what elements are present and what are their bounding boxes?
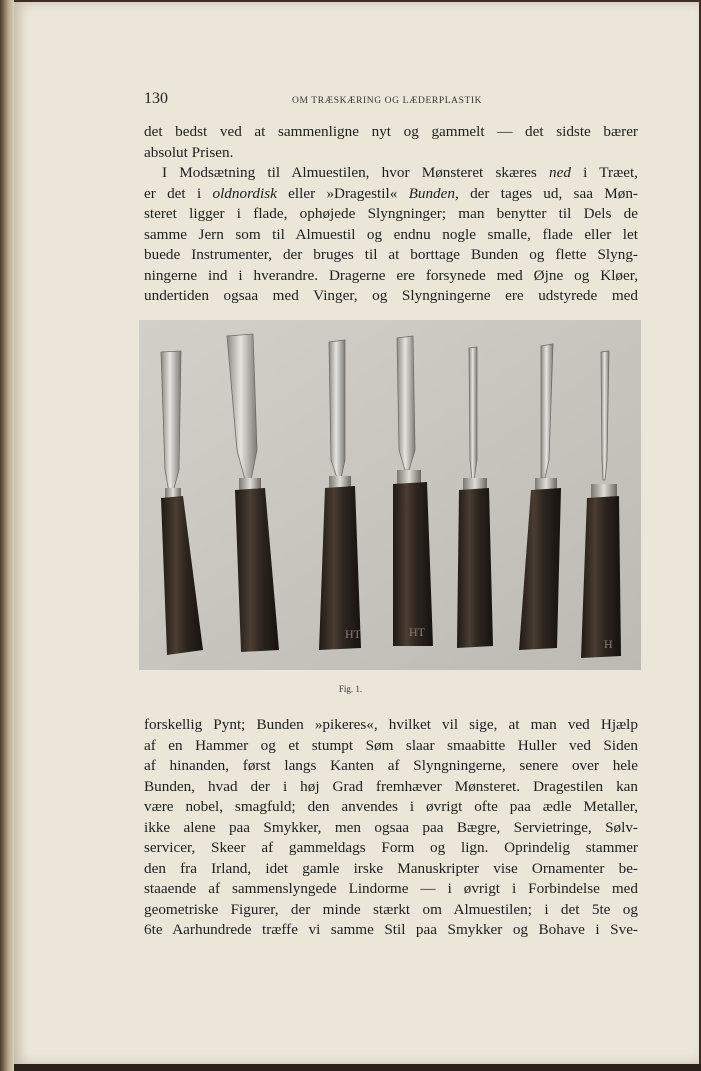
text-line: undertiden ogsaa med Vinger, og Slyngningerne ere udstyrede med bbox=[144, 287, 638, 304]
page-number: 130 bbox=[144, 90, 168, 107]
text-span: der tages ud, saa Møn- bbox=[458, 184, 638, 202]
text-line: buede Instrumenter, der bruges til at borttage Bunden og flette Slyng- bbox=[144, 246, 638, 263]
text-span: i Træet, bbox=[570, 164, 638, 181]
page-header bbox=[144, 90, 638, 110]
text-line: af hinanden, først langs Kanten af Slyngningerne, senere over hele bbox=[144, 757, 638, 774]
text-line: 6te Aarhundrede træffe vi samme Stil paa Smykker og Bohave i Sve- bbox=[144, 921, 638, 938]
text-line: steret ligger i flade, ophøjede Slyngninger; man benytter til Dels de bbox=[144, 205, 638, 222]
italic-span: ned bbox=[549, 164, 571, 181]
text-span: eller »Dragestil« bbox=[276, 184, 409, 202]
text-line: forskellig Pynt; Bunden »pikeres«, hvilket vil sige, at man ved Hjælp bbox=[144, 716, 638, 733]
text-line: ningerne ind i hverandre. Dragerne ere forsynede med Øjne og Kløer, bbox=[144, 266, 638, 284]
tool-mark: HT bbox=[345, 627, 361, 641]
italic-span: Bunden, bbox=[408, 184, 459, 202]
text-line: det bedst ved at sammenligne nyt og gammelt — det sidste bærer bbox=[144, 123, 638, 140]
text-line: samme Jern som til Almuestil og endnu nogle smalle, flade eller let bbox=[144, 225, 638, 243]
figure-caption: Fig. 1. bbox=[338, 684, 363, 694]
text-line: absolut Prisen. bbox=[144, 143, 234, 161]
text-line: af en Hammer og et stumpt Søm slaar smaabitte Huller ved Siden bbox=[144, 736, 638, 754]
page-bottom-edge bbox=[14, 1064, 701, 1071]
text-span: I Modsætning til Almuestilen, hvor Mønsteret skæres bbox=[162, 164, 550, 181]
text-line: staaende af sammenslyngede Lindorme — i øvrigt i Forbindelse med bbox=[144, 880, 638, 897]
text-line bbox=[144, 184, 638, 205]
text-line: ikke alene paa Smykker, men ogsaa paa Bægre, Servietringe, Sølv- bbox=[144, 818, 638, 836]
tool-mark: HT bbox=[409, 625, 425, 639]
text-line: servicer, Skeer af gammeldags Form og lign. Oprindelig stammer bbox=[144, 839, 638, 856]
text-line: Bunden, hvad der i høj Grad fremhæver Mønsteret. Dragestilen kan bbox=[144, 777, 638, 795]
text-span: er det i bbox=[144, 184, 213, 202]
italic-span: oldnordisk bbox=[212, 184, 277, 202]
tool-mark: H bbox=[604, 637, 613, 651]
body-text-bottom bbox=[144, 715, 638, 941]
text-line: geometriske Figurer, der minde stærkt om Almuestilen; i det 5te og bbox=[144, 900, 638, 918]
text-line: den fra Irland, idet gamle irske Manuskripter vise Ornamenter be- bbox=[144, 859, 638, 877]
carving-tools-illustration bbox=[139, 320, 641, 670]
text-line bbox=[144, 163, 638, 184]
body-text-top bbox=[144, 122, 638, 307]
running-head: OM TRÆSKÆRING OG LÆDERPLASTIK bbox=[292, 96, 483, 106]
book-spine-shadow bbox=[0, 0, 14, 1071]
figure-photo-carving-tools bbox=[139, 320, 641, 670]
text-line: være nobel, smagfuld; den anvendes i øvrigt ofte paa ædle Metaller, bbox=[144, 798, 638, 815]
